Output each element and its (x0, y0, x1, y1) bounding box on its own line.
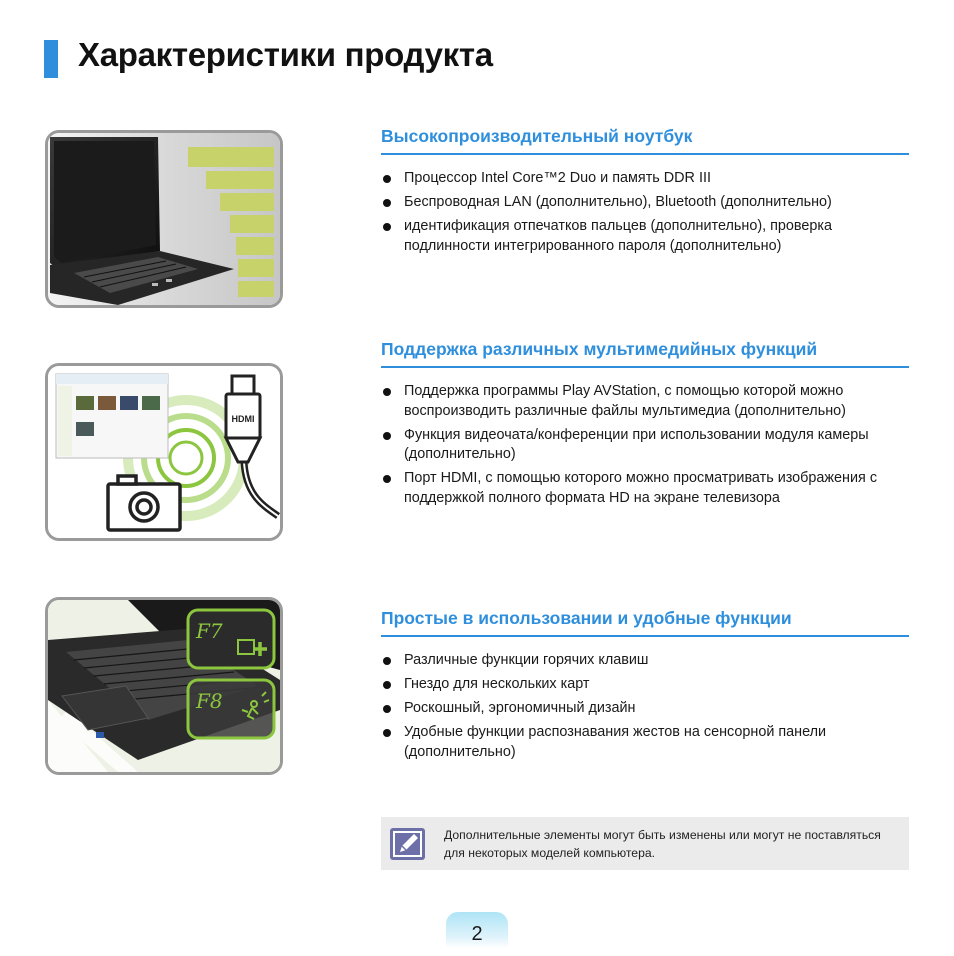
section-multimedia (381, 339, 909, 513)
multimedia-illustration (48, 366, 280, 538)
section-high-performance (381, 126, 909, 261)
keyboard-image (45, 597, 283, 775)
list-item: Гнездо для нескольких карт (381, 675, 909, 695)
hdmi-label: HDMI (231, 414, 255, 424)
page-title: Характеристики продукта (78, 36, 493, 73)
feature-list (381, 169, 909, 256)
note-text: Дополнительные элементы могут быть изменены или могут не поставляться для некоторых моделей компьютера. (444, 828, 881, 860)
title-accent-bar (44, 40, 58, 78)
section-heading: Поддержка различных мультимедийных функций (381, 339, 909, 368)
list-item: Поддержка программы Play AVStation, с помощью которой можно воспроизводить различные файлы мультимедиа (дополнительно) (381, 382, 909, 421)
section-heading: Высокопроизводительный ноутбук (381, 126, 909, 155)
f8-key-label: F8 (196, 689, 223, 713)
multimedia-image (45, 363, 283, 541)
note-box (381, 817, 909, 870)
section-usability (381, 608, 909, 767)
list-item: Роскошный, эргономичный дизайн (381, 699, 909, 719)
page-number: 2 (446, 912, 508, 948)
list-item: Функция видеочата/конференции при использовании модуля камеры (дополнительно) (381, 426, 909, 465)
f7-key-label: F7 (196, 619, 223, 643)
list-item: Различные функции горячих клавиш (381, 651, 909, 671)
list-item: Удобные функции распознавания жестов на сенсорной панели (дополнительно) (381, 723, 909, 762)
laptop-image (45, 130, 283, 308)
laptop-illustration (48, 133, 280, 305)
keyboard-illustration (48, 600, 280, 772)
list-item: Беспроводная LAN (дополнительно), Bluetooth (дополнительно) (381, 193, 909, 213)
pencil-note-icon (390, 828, 425, 860)
list-item: Порт HDMI, с помощью которого можно просматривать изображения с поддержкой полного формата HD на экране телевизора (381, 469, 909, 508)
section-heading: Простые в использовании и удобные функции (381, 608, 909, 637)
feature-list (381, 651, 909, 762)
list-item: идентификация отпечатков пальцев (дополнительно), проверка подлинности интегрированного пароля (дополнительно) (381, 217, 909, 256)
feature-list (381, 382, 909, 508)
list-item: Процессор Intel Core™2 Duo и память DDR III (381, 169, 909, 189)
